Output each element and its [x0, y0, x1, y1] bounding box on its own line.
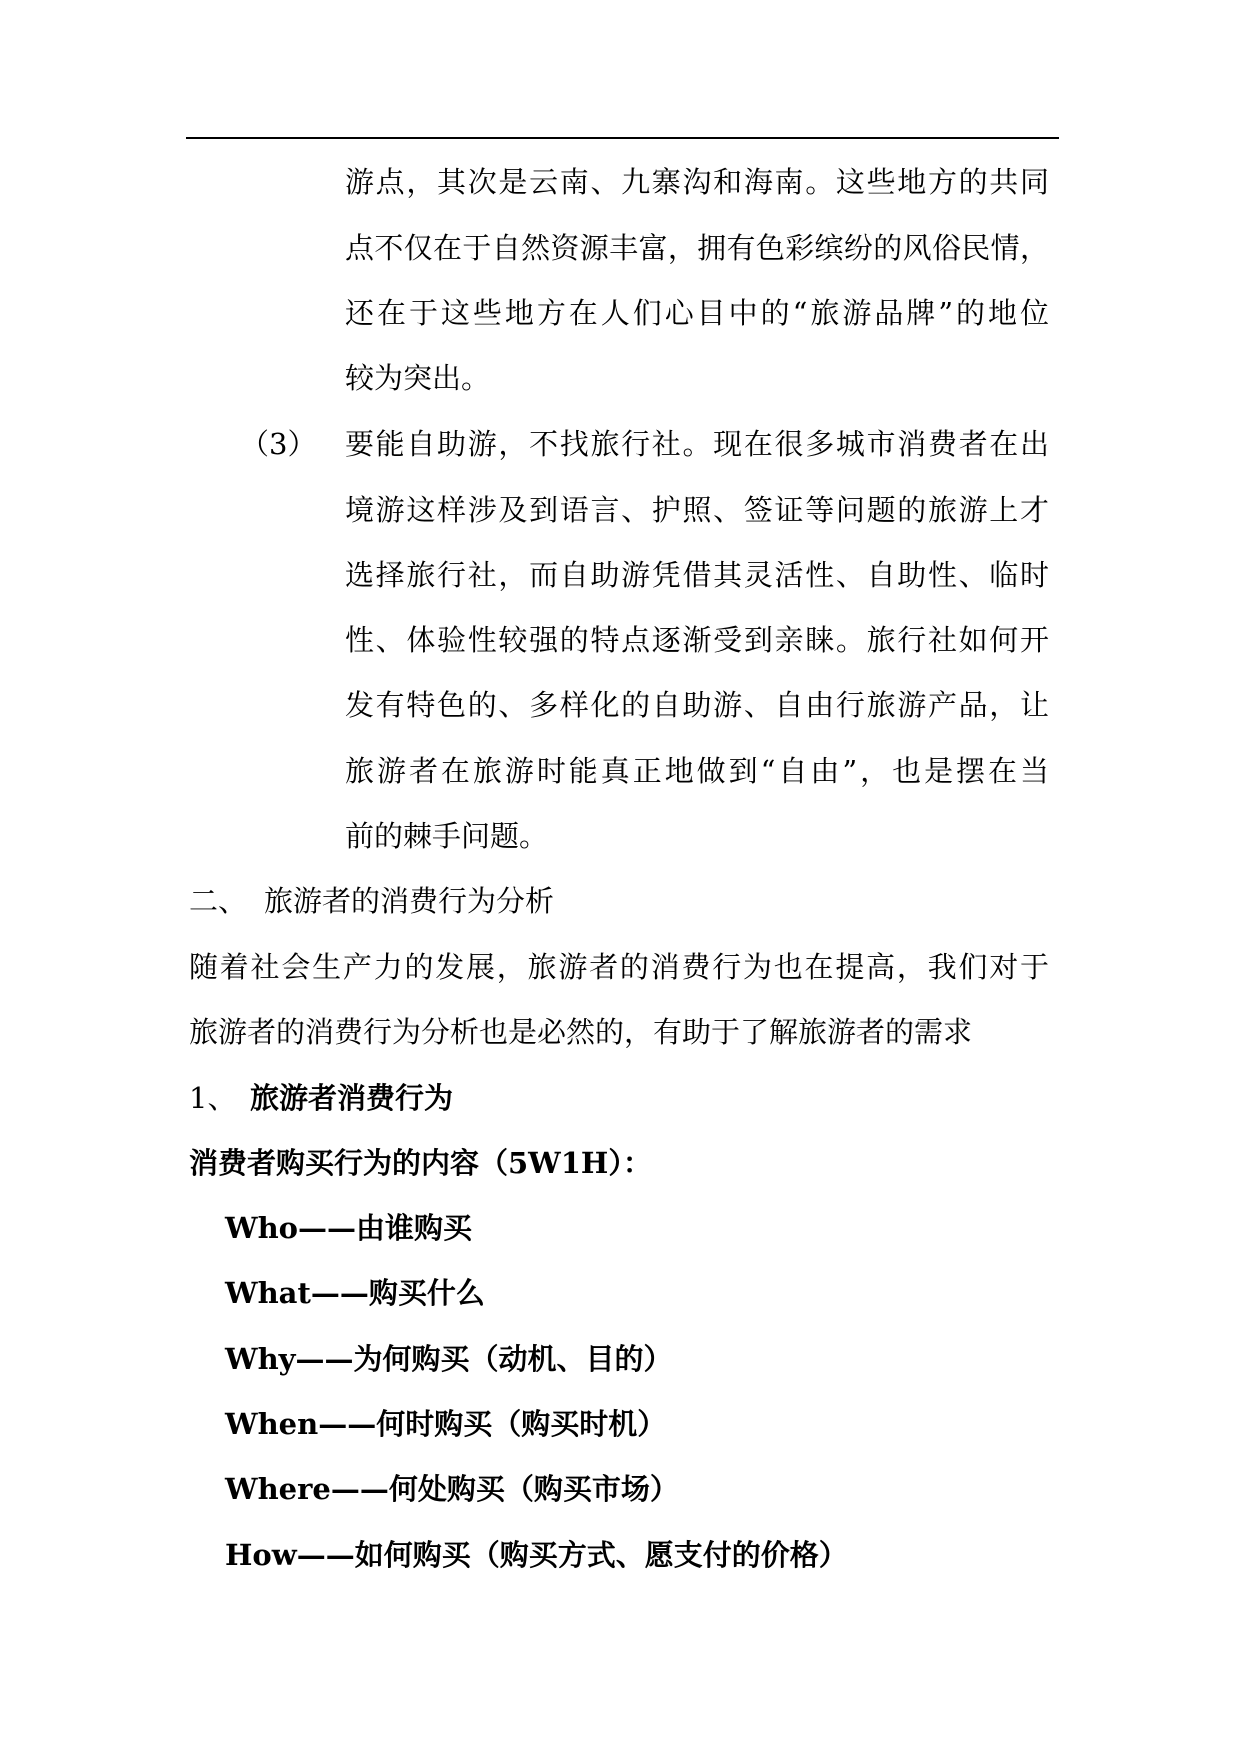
section-title: 旅游者的消费行为分析: [264, 884, 555, 918]
paragraph-line: 要能自助游，不找旅行社。现在很多城市消费者在出: [345, 427, 1049, 461]
list-item: Why——为何购买（动机、目的）: [225, 1342, 673, 1376]
paragraph-line: 前的棘手问题。: [345, 819, 549, 853]
list-item: Who——由谁购买: [225, 1211, 472, 1245]
paragraph-line: 旅游者的消费行为分析也是必然的，有助于了解旅游者的需求: [189, 1015, 973, 1049]
list-item: How——如何购买（购买方式、愿支付的价格）: [225, 1538, 848, 1572]
list-number: （3）: [240, 427, 317, 461]
list-item: What——购买什么: [225, 1276, 485, 1310]
paragraph-line: 发有特色的、多样化的自助游、自由行旅游产品，让: [345, 688, 1049, 722]
paragraph-line: 境游这样涉及到语言、护照、签证等问题的旅游上才: [345, 493, 1049, 527]
subsection-title: 旅游者消费行为: [250, 1081, 454, 1115]
paragraph-line: 较为突出。: [345, 361, 491, 395]
paragraph-line: 性、体验性较强的特点逐渐受到亲睐。旅行社如何开: [345, 623, 1049, 657]
content-heading: 消费者购买行为的内容（5W1H）：: [189, 1146, 652, 1180]
list-item: Where——何处购买（购买市场）: [225, 1472, 679, 1506]
paragraph-line: 还在于这些地方在人们心目中的“旅游品牌”的地位: [345, 296, 1049, 330]
header-rule: [186, 137, 1059, 139]
paragraph-line: 点不仅在于自然资源丰富，拥有色彩缤纷的风俗民情，: [345, 231, 1049, 265]
paragraph-line: 选择旅行社，而自助游凭借其灵活性、自助性、临时: [345, 558, 1049, 592]
list-item: When——何时购买（购买时机）: [225, 1407, 667, 1441]
paragraph-line: 游点，其次是云南、九寨沟和海南。这些地方的共同: [345, 165, 1049, 199]
paragraph-line: 随着社会生产力的发展，旅游者的消费行为也在提高，我们对于: [189, 950, 1049, 984]
section-number: 二、: [189, 884, 248, 918]
subsection-number: 1、: [189, 1081, 237, 1115]
paragraph-line: 旅游者在旅游时能真正地做到“自由”，也是摆在当: [345, 754, 1049, 788]
